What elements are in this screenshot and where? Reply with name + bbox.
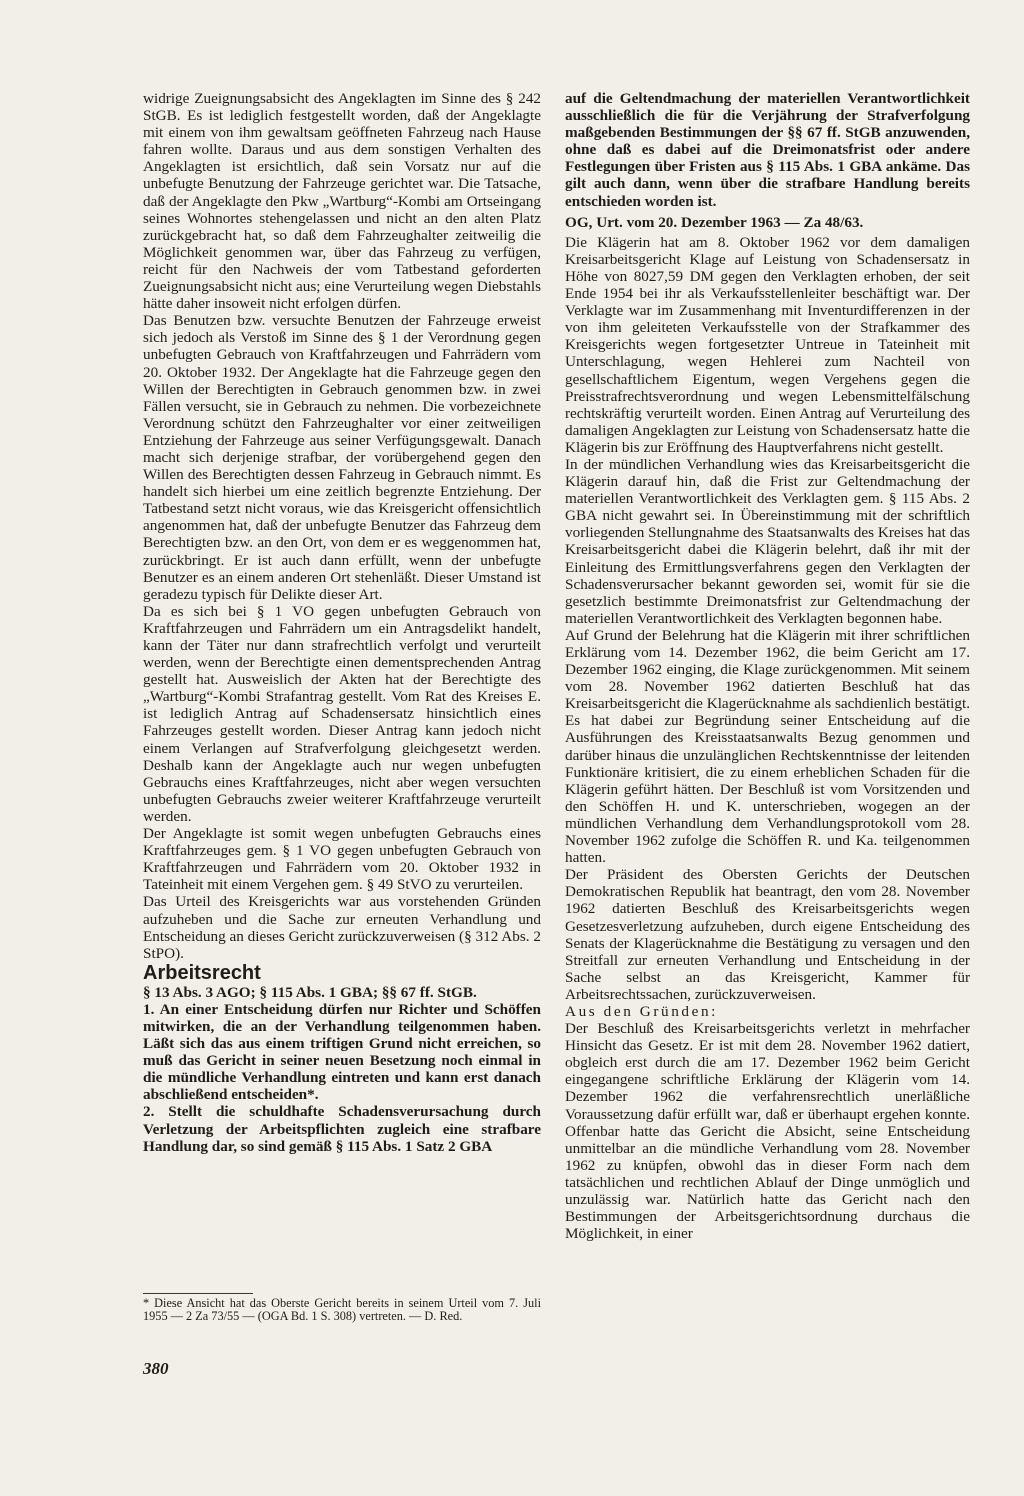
- right-column: [565, 90, 970, 1242]
- paragraph-left-1: widrige Zueignungsabsicht des Angeklagten im Sinne des § 242 StGB. Es ist lediglich festgestellt worden, daß der Angeklagte mit einem von ihm gewaltsam geöffneten Fahrzeug nach Hause fahren wollte. Daraus und aus dem sonstigen Verhalten des Angeklagten ist ersichtlich, daß sein Vorsatz nur auf die unbefugte Benutzung der Fahrzeuge gerichtet war. Die Tatsache, daß der Angeklagte den Pkw „Wartburg“-Kombi am Ortseingang seines Wohnortes stehengelassen und nicht an den alten Platz zurückgebracht hat, so daß dem Fahrzeughalter zeitweilig die Möglichkeit genommen war, über das Fahrzeug zu verfügen, reicht für den Nachweis der vom Tatbestand geforderten Zueignungsabsicht nicht aus; eine Verurteilung wegen Diebstahls hätte daher insoweit nicht erfolgen dürfen.: [143, 90, 541, 313]
- paragraph-right-2: In der mündlichen Verhandlung wies das Kreisarbeitsgericht die Klägerin darauf hin, daß die Frist zur Geltendmachung der materiellen Verantwortlichkeit des Verklagten gem. § 115 Abs. 2 GBA nicht gewahrt sei. In Übereinstimmung mit der schriftlich vorliegenden Stellungnahme des Staatsanwalts des Kreises hat das Kreisarbeitsgericht dabei die Klägerin belehrt, daß ihr mit der Einleitung des Ermittlungsverfahrens gegen den Verklagten der Schadensverursacher bekannt geworden sei, womit für sie die gesetzlich bestimmte Dreimonatsfrist zur Geltendmachung der materiellen Verantwortlichkeit des Verklagten begonnen habe.: [565, 455, 970, 627]
- decision-citation: OG, Urt. vom 20. Dezember 1963 — Za 48/63.: [565, 213, 864, 231]
- paragraph-right-3: Auf Grund der Belehrung hat die Klägerin mit ihrer schriftlichen Erklärung vom 14. Dezember 1962, die beim Gericht am 17. Dezember 1962 einging, die Klage zurückgenommen. Mit seinem vom 28. November 1962 datierten Beschluß hat das Kreisarbeitsgericht die Klagerücknahme als sachdienlich bestätigt. Es hat dabei zur Begründung seiner Entscheidung auf die Ausführungen des Kreisstaatsanwalts Bezug genommen und darüber hinaus die unzulänglichen Rechtskenntnisse der leitenden Funktionäre kritisiert, die zu einem erheblichen Schaden für die Klägerin geführt hätten. Der Beschluß ist vom Vorsitzenden und den Schöffen H. und K. unterschrieben, wogegen an der mündlichen Verhandlung dem Verhandlungsprotokoll vom 28. November 1962 zufolge die Schöffen R. und Ka. teilgenommen hatten.: [565, 626, 970, 867]
- paragraph-left-3: Da es sich bei § 1 VO gegen unbefugten Gebrauch von Kraftfahrzeugen und Fahrrädern um ein Antragsdelikt handelt, kann der Täter nur dann strafrechtlich verfolgt und verurteilt werden, wenn der Berechtigte einen dementsprechenden Antrag gestellt hat. Ausweislich der Akten hat der Berechtigte des „Wartburg“-Kombi Strafantrag gestellt. Vom Rat des Kreises E. ist lediglich Antrag auf Schadensersatz hinsichtlich eines Fahrzeuges gestellt worden. Dieser Antrag kann jedoch nicht einem Verlangen auf Strafverfolgung gleichgesetzt werden. Deshalb kann der Angeklagte auch nur wegen unbefugten Gebrauchs eines Kraftfahrzeuges, nicht aber wegen versuchten unbefugten Gebrauchs zweier weiterer Kraftfahrzeuge verurteilt werden.: [143, 602, 541, 825]
- paragraph-right-1: Die Klägerin hat am 8. Oktober 1962 vor dem damaligen Kreisarbeitsgericht Klage auf Leistung von Schadensersatz in Höhe von 8027,59 DM gegen den Verklagten erhoben, der seit Ende 1954 bei ihr als Verkaufsstellenleiter beschäftigt war. Der Verklagte war im Zusammenhang mit Inventurdifferenzen in der von ihm geleiteten Verkaufsstelle von der Strafkammer des Kreisgerichts wegen fortgesetzter Untreue in Tateinheit mit Unterschlagung, wegen Hehlerei zum Nachteil von gesellschaftlichem Eigentum, wegen Vergehens gegen die Preisstrafrechtsverordnung und wegen Lebensmittelfälschung rechtskräftig verurteilt worden. Einen Antrag auf Verurteilung des damaligen Angeklagten zur Leistung von Schadensersatz hatte die Klägerin bis zur Eröffnung des Hauptverfahrens nicht gestellt.: [565, 233, 970, 456]
- footnote: * Diese Ansicht hat das Oberste Gericht bereits in seinem Urteil vom 7. Juli 1955 — 2 Za 73/55 — (OGA Bd. 1 S. 308) vertreten. — D. Red.: [143, 1296, 541, 1324]
- headnote-2-continued: auf die Geltendmachung der materiellen Verantwortlichkeit ausschließlich die für die Verjährung der Strafverfolgung maßgebenden Bestimmungen der §§ 67 ff. StGB anzuwenden, ohne daß es dabei auf die Dreimonatsfrist oder andere Festlegungen über Fristen aus § 115 Abs. 1 GBA ankäme. Das gilt auch dann, wenn über die strafbare Handlung bereits entschieden worden ist.: [565, 90, 970, 210]
- paragraph-left-5: Das Urteil des Kreisgerichts war aus vorstehenden Gründen aufzuheben und die Sache zur erneuten Verhandlung und Entscheidung an dieses Gericht zurückzuverweisen (§ 312 Abs. 2 StPO).: [143, 893, 541, 962]
- section-heading: Arbeitsrecht: [143, 961, 261, 984]
- headnote-2-start: 2. Stellt die schuldhafte Schadensverursachung durch Verletzung der Arbeitspflichten zugleich eine strafbare Handlung dar, so sind gemäß § 115 Abs. 1 Satz 2 GBA: [143, 1103, 541, 1155]
- page-number: 380: [143, 1359, 169, 1378]
- paragraph-right-4: Der Präsident des Obersten Gerichts der Deutschen Demokratischen Republik hat beantragt, den vom 28. November 1962 datierten Beschluß des Kreisarbeitsgerichts wegen Gesetzesverletzung aufzuheben, durch eigene Entscheidung des Senats der Klagerücknahme die Bestätigung zu versagen und den Streitfall zur erneuten Verhandlung und Entscheidung in der Sache selbst an das Kreisgericht, Kammer für Arbeitsrechtssachen, zurückzuverweisen.: [565, 866, 970, 1003]
- paragraph-left-4: Der Angeklagte ist somit wegen unbefugten Gebrauchs eines Kraftfahrzeuges gem. § 1 VO gegen unbefugten Gebrauch von Kraftfahrzeugen und Fahrrädern vom 20. Oktober 1932 in Tateinheit mit einem Vergehen gem. § 49 StVO zu verurteilen.: [143, 825, 541, 894]
- headnote-references: § 13 Abs. 3 AGO; § 115 Abs. 1 GBA; §§ 67 ff. StGB.: [143, 983, 477, 1001]
- paragraph-left-2: Das Benutzen bzw. versuchte Benutzen der Fahrzeuge erweist sich jedoch als Verstoß im Sinne des § 1 der Verordnung gegen unbefugten Gebrauch von Kraftfahrzeugen und Fahrrädern vom 20. Oktober 1932. Der Angeklagte hat die Fahrzeuge gegen den Willen der Berechtigten in Gebrauch genommen bzw. in zwei Fällen versucht, sie in Gebrauch zu nehmen. Die vorbezeichnete Verordnung schützt den Fahrzeughalter vor einer zeitweiligen Entziehung der Fahrzeuge aus seiner Verfügungsgewalt. Danach macht sich derjenige strafbar, der vorübergehend gegen den Willen des Berechtigten dessen Fahrzeug in Gebrauch nimmt. Es handelt sich hierbei um eine zeitlich begrenzte Entziehung. Der Tatbestand setzt nicht voraus, wie das Kreisgericht offensichtlich angenommen hat, daß der unbefugte Benutzer das Fahrzeug dem Berechtigten bzw. an den Ort, von dem er es weggenommen hat, zurückbringt. Er ist auch dann erfüllt, wenn der unbefugte Benutzer es an einem anderen Ort stehenläßt. Dieser Umstand ist geradezu typisch für Delikte dieser Art.: [143, 312, 541, 603]
- footnote-divider: [143, 1293, 253, 1294]
- headnote-1: 1. An einer Entscheidung dürfen nur Richter und Schöffen mitwirken, die an der Verhandlung teilgenommen haben. Läßt sich das aus einem triftigen Grund nicht erreichen, so muß das Gericht in seiner neuen Besetzung noch einmal in die mündliche Verhandlung eintreten und kann erst danach abschließend entscheiden*.: [143, 1000, 541, 1104]
- left-column: [143, 90, 541, 1155]
- reasons-paragraph: Der Beschluß des Kreisarbeitsgerichts verletzt in mehrfacher Hinsicht das Gesetz. Er ist mit dem 28. November 1962 datiert, obgleich erst durch die am 17. Dezember 1962 beim Gericht eingegangene schriftliche Erklärung der Klägerin vom 14. Dezember 1962 die verfahrensrechtlich unerläßliche Voraussetzung dafür erfüllt war, daß er überhaupt ergehen konnte. Offenbar hatte das Gericht die Absicht, seine Entscheidung unmittelbar an die mündliche Verhandlung vom 28. November 1962 zu knüpfen, obwohl das in dieser Form nach dem tatsächlichen und rechtlichen Ablauf der Dinge unmöglich und unzulässig war. Natürlich hatte das Gericht nach den Bestimmungen der Arbeitsgerichtsordnung durchaus die Möglichkeit, in einer: [565, 1020, 970, 1243]
- reasons-heading: Aus den Gründen:: [565, 1002, 718, 1020]
